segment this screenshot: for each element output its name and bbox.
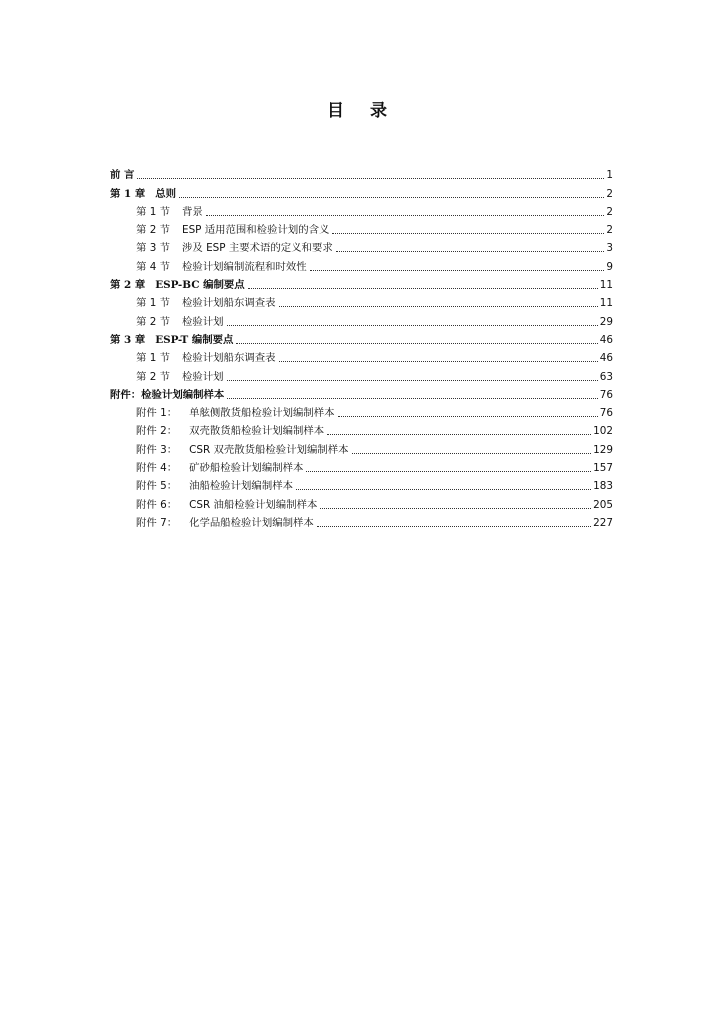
- toc-section-entry[interactable]: [110, 347, 613, 365]
- toc-entry-title: 双壳散货船检验计划编制样本: [189, 425, 325, 438]
- dot-leader: [137, 178, 604, 179]
- dot-leader: [332, 233, 604, 234]
- dot-leader: [179, 197, 604, 198]
- toc-entry-number: 附件 2：: [136, 425, 178, 438]
- toc-entry-title: 检验计划编制流程和时效性: [182, 260, 307, 273]
- toc-page-number: 29: [599, 315, 613, 328]
- toc-chapter-entry[interactable]: [110, 274, 613, 292]
- toc-entry-title: 总则: [155, 187, 177, 200]
- dot-leader: [296, 489, 591, 490]
- toc-entry-title: CSR 油船检验计划编制样本: [189, 498, 318, 511]
- dot-leader: [320, 508, 591, 509]
- toc-page-number: 2: [606, 187, 613, 200]
- toc-page-number: 2: [606, 224, 613, 237]
- toc-page-number: 3: [606, 242, 613, 255]
- toc-section-entry[interactable]: [110, 310, 613, 328]
- toc-section-entry[interactable]: [110, 292, 613, 310]
- dot-leader: [352, 453, 592, 454]
- toc-page-number: 2: [606, 205, 613, 218]
- toc-entry-title: ESP 适用范围和检验计划的含义: [182, 224, 330, 237]
- toc-entry-number: 第 2 节: [136, 224, 170, 237]
- toc-section-entry[interactable]: [110, 493, 613, 511]
- toc-entry-number: 第 1 节: [136, 205, 170, 218]
- dot-leader: [279, 306, 598, 307]
- toc-section-entry[interactable]: [110, 420, 613, 438]
- toc-entry-number: 第 1 节: [136, 297, 170, 310]
- toc-page-number: 11: [599, 297, 613, 310]
- toc-entry-title: 矿砂船检验计划编制样本: [189, 462, 304, 475]
- dot-leader: [206, 215, 605, 216]
- toc-entry-number: 第 3 章: [110, 333, 146, 346]
- toc-section-entry[interactable]: [110, 402, 613, 420]
- toc-entry-title: ESP-T 编制要点: [155, 333, 234, 346]
- page-title: 目 录: [327, 101, 397, 121]
- dot-leader: [327, 434, 591, 435]
- toc-chapter-entry[interactable]: [110, 329, 613, 347]
- toc-section-entry[interactable]: [110, 457, 613, 475]
- toc-entry-number: 附件 3：: [136, 443, 178, 456]
- toc-page-number: 183: [593, 480, 613, 493]
- toc-entry-number: 附件 4：: [136, 462, 178, 475]
- toc-entry-title: 附件：检验计划编制样本: [110, 388, 225, 401]
- toc-entry-number: 第 3 节: [136, 242, 170, 255]
- dot-leader: [248, 288, 598, 289]
- dot-leader: [279, 361, 598, 362]
- toc-page-number: 76: [599, 388, 613, 401]
- toc-page-number: 46: [599, 333, 613, 346]
- toc-page-number: 76: [599, 407, 613, 420]
- toc-entry-title: 背景: [182, 205, 203, 218]
- toc-entry-title: 涉及 ESP 主要术语的定义和要求: [182, 242, 333, 255]
- toc-section-entry[interactable]: [110, 475, 613, 493]
- toc-page-number: 102: [593, 425, 613, 438]
- toc-page-number: 157: [593, 462, 613, 475]
- table-of-contents: [110, 164, 613, 530]
- toc-entry-title: 检验计划船东调查表: [182, 352, 276, 365]
- dot-leader: [227, 398, 597, 399]
- toc-entry-title: 检验计划船东调查表: [182, 297, 276, 310]
- toc-page-number: 129: [593, 443, 613, 456]
- toc-section-entry[interactable]: [110, 512, 613, 530]
- toc-chapter-entry[interactable]: [110, 182, 613, 200]
- dot-leader: [227, 380, 598, 381]
- toc-page-number: 9: [606, 260, 613, 273]
- toc-section-entry[interactable]: [110, 219, 613, 237]
- toc-entry-title: 单舷侧散货船检验计划编制样本: [189, 407, 335, 420]
- toc-entry-title: 检验计划: [182, 315, 224, 328]
- toc-section-entry[interactable]: [110, 201, 613, 219]
- toc-entry-title: 检验计划: [182, 370, 224, 383]
- toc-section-entry[interactable]: [110, 365, 613, 383]
- toc-page-number: 11: [599, 279, 613, 292]
- toc-entry-number: 第 2 节: [136, 370, 170, 383]
- toc-section-entry[interactable]: [110, 255, 613, 273]
- toc-entry-number: 第 1 节: [136, 352, 170, 365]
- toc-entry-number: 附件 6：: [136, 498, 178, 511]
- toc-entry-number: 第 2 章: [110, 279, 146, 292]
- toc-page-number: 1: [606, 169, 613, 182]
- toc-section-entry[interactable]: [110, 237, 613, 255]
- toc-entry-title: ESP-BC 编制要点: [155, 279, 245, 292]
- dot-leader: [236, 343, 597, 344]
- dot-leader: [306, 471, 591, 472]
- toc-entry-number: 第 1 章: [110, 187, 146, 200]
- toc-page-number: 46: [599, 352, 613, 365]
- toc-page-number: 63: [599, 370, 613, 383]
- dot-leader: [336, 251, 605, 252]
- dot-leader: [338, 416, 598, 417]
- toc-entry-number: 附件 5：: [136, 480, 178, 493]
- toc-entry-number: 附件 7：: [136, 516, 178, 529]
- toc-entry-title: 前 言: [110, 169, 135, 182]
- toc-entry-number: 附件 1：: [136, 407, 178, 420]
- toc-entry-title: CSR 双壳散货船检验计划编制样本: [189, 443, 349, 456]
- dot-leader: [317, 526, 591, 527]
- toc-entry-number: 第 4 节: [136, 260, 170, 273]
- toc-entry-title: 化学品船检验计划编制样本: [189, 516, 314, 529]
- toc-page-number: 205: [593, 498, 613, 511]
- toc-entry-title: 油船检验计划编制样本: [189, 480, 293, 493]
- dot-leader: [227, 325, 598, 326]
- toc-chapter-entry[interactable]: [110, 384, 613, 402]
- toc-chapter-entry[interactable]: [110, 164, 613, 182]
- toc-section-entry[interactable]: [110, 438, 613, 456]
- toc-entry-number: 第 2 节: [136, 315, 170, 328]
- dot-leader: [310, 270, 605, 271]
- toc-page-number: 227: [593, 516, 613, 529]
